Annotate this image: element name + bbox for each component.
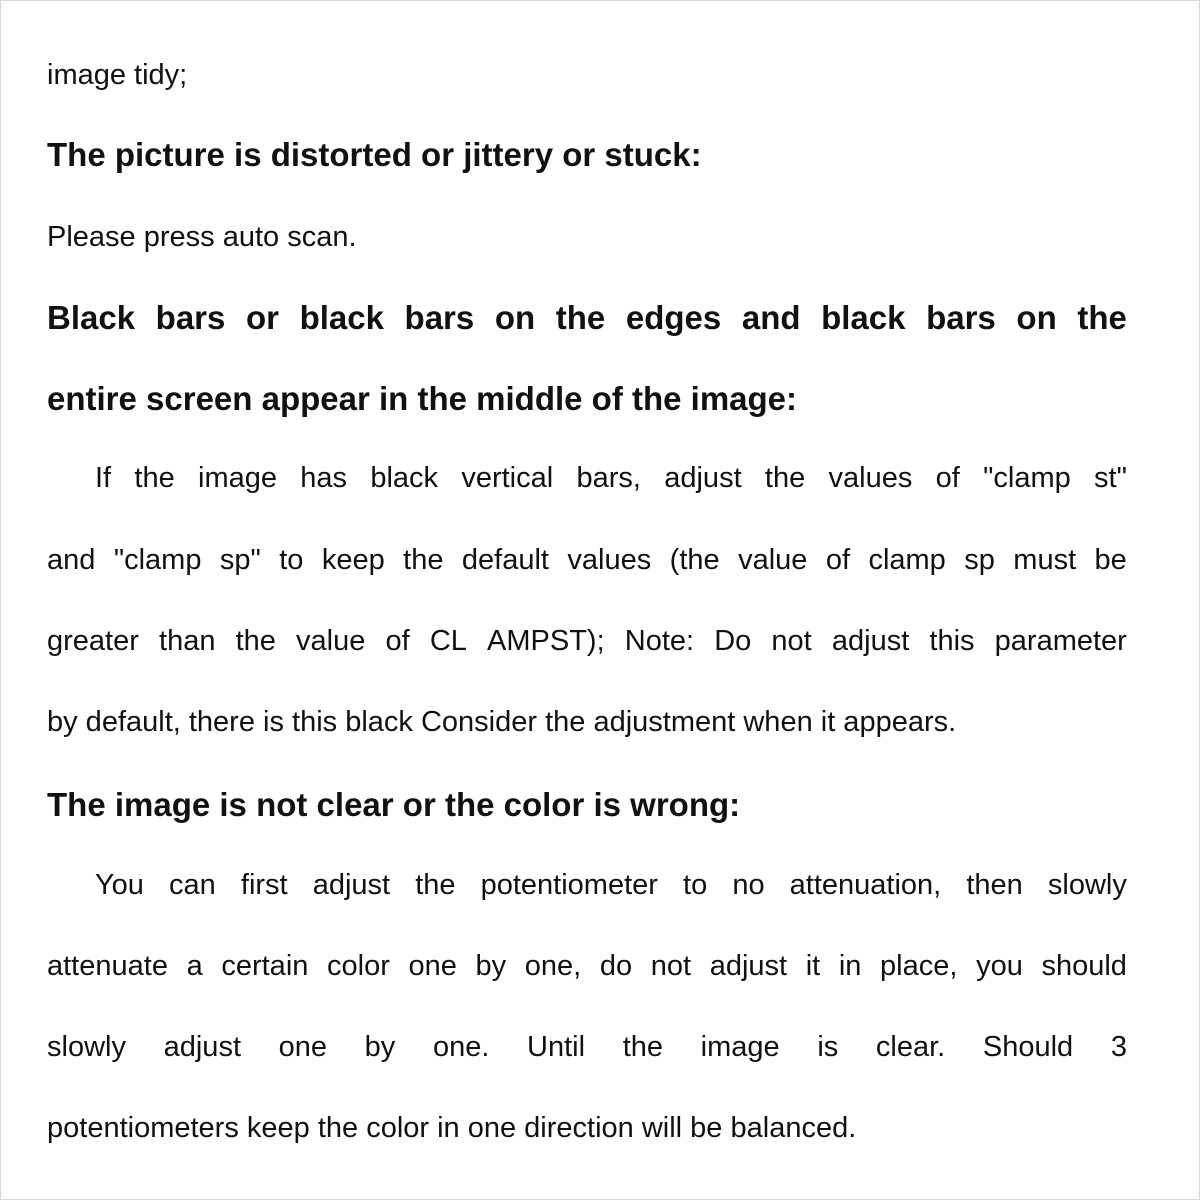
- word: do: [599, 950, 633, 982]
- word: parameter: [994, 625, 1127, 657]
- word: keep: [321, 544, 385, 576]
- word: must: [1013, 544, 1077, 576]
- word: by: [475, 950, 507, 982]
- word: of: [385, 625, 410, 657]
- word: the: [622, 1031, 664, 1063]
- word: "clamp: [983, 462, 1071, 494]
- word: black: [299, 299, 384, 336]
- word: has: [300, 462, 348, 494]
- word: default: [461, 544, 549, 576]
- word: not: [650, 950, 692, 982]
- paragraph-line: [47, 546, 1127, 575]
- word: adjust: [709, 950, 788, 982]
- word: than: [159, 625, 216, 657]
- word: you: [976, 950, 1023, 982]
- word: and: [47, 544, 96, 576]
- word: and: [741, 299, 801, 336]
- word: "clamp: [113, 544, 202, 576]
- word: the: [403, 544, 444, 576]
- paragraph-line: by default, there is this black Consider the adjustment when it appears.: [47, 706, 957, 738]
- word: adjust: [163, 1031, 241, 1063]
- word: color: [327, 950, 390, 982]
- word: be: [1094, 544, 1127, 576]
- word: it: [805, 950, 821, 982]
- word: certain: [221, 950, 309, 982]
- word: should: [1041, 950, 1127, 982]
- paragraph-line: [47, 627, 1127, 656]
- word: of: [825, 544, 851, 576]
- word: in: [838, 950, 862, 982]
- word: value: [296, 625, 366, 657]
- word: place,: [880, 950, 958, 982]
- word: values: [828, 462, 913, 494]
- word: slowly: [47, 1031, 126, 1063]
- word: 3: [1110, 1031, 1127, 1063]
- word: Until: [527, 1031, 586, 1063]
- word: adjust: [664, 462, 742, 494]
- paragraph-line: potentiometers keep the color in one direction will be balanced.: [47, 1112, 857, 1144]
- word: can: [169, 869, 216, 901]
- word: one,: [524, 950, 582, 982]
- word: one.: [432, 1031, 490, 1063]
- word: (the: [669, 544, 720, 576]
- section-heading-distorted: The picture is distorted or jittery or stuck:: [47, 136, 702, 173]
- word: values: [567, 544, 652, 576]
- word: one: [408, 950, 457, 982]
- word: slowly: [1047, 869, 1127, 901]
- word: a: [186, 950, 203, 982]
- word: not: [771, 625, 812, 657]
- word: the: [555, 299, 606, 336]
- word: image: [700, 1031, 780, 1063]
- word: AMPST);: [487, 625, 605, 657]
- word: bars: [404, 299, 475, 336]
- word: to: [683, 869, 708, 901]
- word: clear.: [875, 1031, 946, 1063]
- word: black: [821, 299, 906, 336]
- word: the: [764, 462, 806, 494]
- word: bars,: [576, 462, 641, 494]
- word: the: [134, 462, 175, 494]
- word: first: [240, 869, 288, 901]
- paragraph-line: [47, 464, 1127, 493]
- word: is: [817, 1031, 839, 1063]
- paragraph-line: [47, 952, 1127, 981]
- word: Black: [47, 299, 136, 336]
- word: adjust: [312, 869, 391, 901]
- word: the: [235, 625, 276, 657]
- word: potentiometer: [480, 869, 658, 901]
- word: vertical: [461, 462, 554, 494]
- paragraph-line: [47, 871, 1127, 900]
- word: st": [1094, 462, 1127, 494]
- word: on: [1016, 299, 1057, 336]
- word: by: [364, 1031, 396, 1063]
- word: to: [279, 544, 304, 576]
- text-line: image tidy;: [47, 59, 188, 91]
- word: on: [494, 299, 536, 336]
- word: image: [198, 462, 278, 494]
- word: one: [278, 1031, 328, 1063]
- text-line: Please press auto scan.: [47, 221, 357, 253]
- word: bars: [926, 299, 996, 336]
- word: Note:: [624, 625, 695, 657]
- word: greater: [47, 625, 139, 657]
- word: of: [935, 462, 960, 494]
- word: Do: [714, 625, 752, 657]
- word: value: [738, 544, 808, 576]
- word: sp": [219, 544, 261, 576]
- word: sp: [964, 544, 995, 576]
- section-heading-black-bars: [47, 301, 1127, 334]
- word: then: [966, 869, 1023, 901]
- word: the: [415, 869, 456, 901]
- word: edges: [625, 299, 722, 336]
- word: adjust: [831, 625, 910, 657]
- word: If: [95, 462, 112, 494]
- word: this: [929, 625, 975, 657]
- word: attenuation,: [789, 869, 942, 901]
- word: or: [245, 299, 279, 336]
- section-heading-black-bars-cont: entire screen appear in the middle of the image:: [47, 380, 798, 417]
- section-heading-not-clear: The image is not clear or the color is wrong:: [47, 786, 741, 823]
- word: You: [95, 869, 144, 901]
- word: bars: [155, 299, 226, 336]
- word: CL: [429, 625, 467, 657]
- word: the: [1077, 299, 1127, 336]
- word: clamp: [868, 544, 946, 576]
- paragraph-line: [47, 1033, 1127, 1062]
- word: Should: [982, 1031, 1074, 1063]
- word: attenuate: [47, 950, 168, 982]
- word: no: [732, 869, 765, 901]
- word: black: [370, 462, 439, 494]
